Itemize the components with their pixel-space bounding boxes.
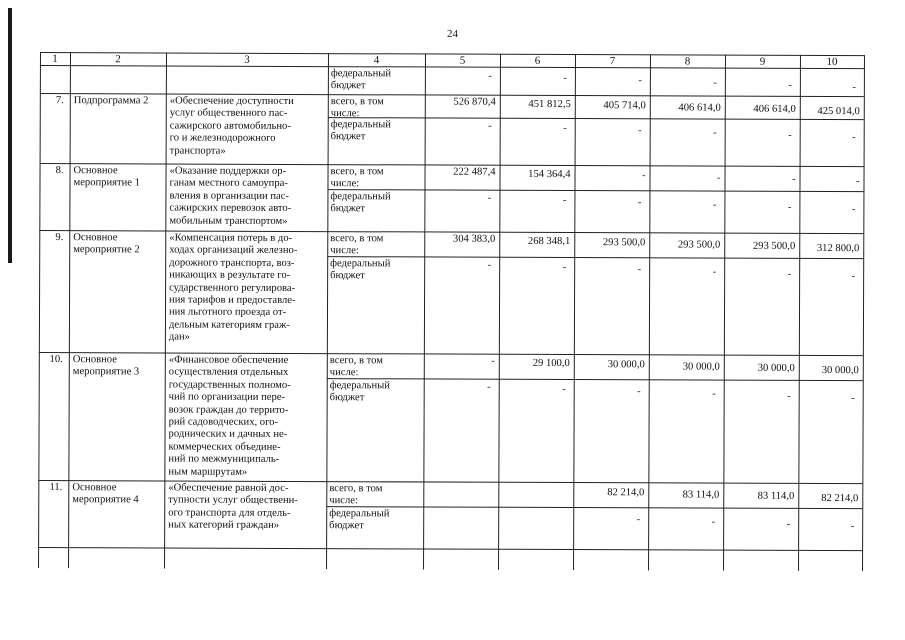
program-description: никающих в результате го-: [169, 269, 291, 282]
program-description: «Оказание поддержки ор-: [169, 165, 287, 177]
program-description: «Обеспечение равной дос-: [168, 482, 289, 494]
federal-value: -: [487, 381, 491, 393]
program-description: ганам местного самоупра-: [169, 177, 288, 190]
federal-value: -: [637, 197, 642, 209]
program-description: ний по межмуниципаль-: [168, 453, 280, 466]
page-number: 24: [447, 28, 458, 40]
budget-label: бюджет: [329, 392, 365, 404]
federal-value: -: [787, 390, 791, 402]
row-number: 10.: [49, 354, 63, 366]
column-header: 6: [534, 54, 541, 67]
value-cell: -: [488, 70, 492, 82]
total-label: всего, в том: [330, 96, 384, 108]
grid-col-line: [164, 52, 167, 568]
program-description: мобильным транспортом»: [169, 215, 288, 227]
total-value: 30 000,0: [682, 360, 720, 373]
total-value: 30 000,0: [757, 362, 795, 374]
total-value: 425 014,0: [817, 105, 860, 117]
total-value: 82 214,0: [607, 487, 645, 499]
budget-label: федеральный: [330, 258, 391, 270]
program-description: дорожного транспорта, воз-: [169, 257, 295, 269]
value-cell: -: [852, 82, 856, 94]
total-value: 406 614,0: [678, 101, 721, 114]
federal-value: -: [852, 132, 856, 144]
federal-value: -: [713, 127, 717, 139]
federal-value: -: [787, 268, 792, 280]
federal-value: -: [562, 195, 567, 207]
program-name: мероприятие 1: [73, 177, 140, 189]
budget-label: федеральный: [330, 119, 391, 131]
column-header: 1: [52, 53, 58, 66]
program-description: ных категорий граждан»: [168, 519, 280, 532]
program-description: ния тарифов и предоставле-: [169, 294, 296, 306]
total-value: -: [641, 170, 646, 182]
federal-value: -: [711, 516, 716, 528]
total-value: 293 500,0: [752, 240, 796, 252]
total-value: 312 800,0: [816, 242, 860, 254]
total-label: всего, в том: [329, 483, 383, 495]
federal-value: -: [636, 514, 641, 526]
budget-label: федеральный бюджет: [330, 68, 392, 92]
total-value: 82 214,0: [821, 492, 859, 504]
budget-label: бюджет: [330, 131, 366, 143]
federal-value: -: [562, 384, 566, 396]
total-value: -: [491, 355, 495, 367]
column-header: 5: [459, 54, 466, 67]
total-value: 30 000,0: [821, 364, 859, 376]
column-header: 3: [244, 53, 250, 66]
program-description: тупности услуг общественн-: [168, 494, 298, 507]
program-name: Подпрограмма 2: [73, 95, 149, 107]
grid-col-line: [862, 55, 865, 571]
total-label: числе:: [330, 178, 360, 190]
total-label: числе:: [329, 367, 359, 379]
total-value: 406 614,0: [753, 103, 796, 115]
column-header: 4: [373, 54, 380, 67]
budget-label: бюджет: [330, 203, 366, 215]
federal-value: -: [487, 192, 492, 204]
total-label: числе:: [329, 495, 358, 507]
program-description: ходах организаций железно-: [169, 244, 298, 257]
federal-value: -: [638, 125, 642, 137]
total-value: 405 714,0: [603, 100, 646, 112]
program-description: чий по организации пере-: [168, 391, 286, 404]
program-description: услуг общественного пас-: [169, 107, 288, 120]
value-cell: -: [638, 75, 642, 87]
total-value: 526 870,4: [453, 96, 496, 108]
value-cell: -: [788, 79, 792, 91]
grid-col-line: [68, 52, 71, 568]
total-label: всего, в том: [330, 166, 384, 178]
program-description: дан»: [168, 331, 190, 343]
budget-label: бюджет: [329, 520, 364, 532]
program-name: мероприятие 2: [73, 244, 140, 256]
program-description: транспорта»: [169, 145, 226, 157]
federal-value: -: [488, 120, 492, 132]
program-description: возок граждан до террито-: [168, 404, 289, 416]
grid-col-line: [498, 54, 501, 570]
program-description: ния льготного проезда от-: [168, 306, 287, 319]
federal-value: -: [562, 262, 567, 274]
program-description: роднических и дачных не-: [168, 428, 288, 441]
program-description: «Финансовое обеспечение: [168, 354, 289, 366]
total-value: 29 100,0: [532, 357, 570, 369]
value-cell: -: [713, 77, 717, 89]
total-value: 83 114,0: [757, 490, 795, 502]
program-description: осуществления отдельных: [168, 366, 289, 379]
column-header: 2: [115, 53, 121, 66]
federal-value: -: [487, 259, 492, 271]
program-description: рий садоводческих, ого-: [168, 416, 279, 428]
program-description: сажирских перевозок авто-: [169, 202, 292, 215]
program-description: государственных полномо-: [168, 379, 291, 391]
federal-value: -: [712, 388, 716, 400]
federal-value: -: [712, 266, 717, 278]
program-description: «Обеспечение доступности: [169, 95, 294, 107]
program-description: вления в организации пас-: [169, 190, 289, 202]
total-value: -: [716, 172, 721, 184]
row-number: 8.: [55, 165, 64, 177]
grid-row-line: [38, 547, 862, 551]
total-label: числе:: [330, 108, 360, 120]
federal-value: -: [637, 386, 641, 398]
program-description: коммерческих объедине-: [168, 441, 281, 453]
program-name: Основное: [72, 482, 117, 494]
total-value: -: [855, 175, 860, 187]
federal-value: -: [787, 201, 792, 213]
program-description: го и железнодорожного: [169, 132, 276, 145]
federal-value: -: [850, 521, 855, 533]
program-description: ого транспорта для отдель-: [168, 507, 291, 519]
program-description: дельным категориям граж-: [168, 319, 290, 331]
total-value: 293 500,0: [677, 238, 721, 251]
total-label: числе:: [330, 245, 359, 257]
program-description: сударственного регулирова-: [169, 282, 296, 294]
program-name: Основное: [73, 232, 118, 244]
total-value: -: [791, 173, 796, 185]
program-description: ным маршрутам»: [168, 466, 248, 478]
program-name: Основное: [72, 354, 117, 366]
row-number: 9.: [55, 232, 64, 244]
program-description: сажирского автомобильно-: [169, 120, 291, 132]
program-name: мероприятие 3: [72, 366, 140, 378]
federal-value: -: [788, 129, 792, 141]
total-value: 30 000,0: [607, 359, 645, 371]
federal-value: -: [786, 518, 791, 530]
row-number: 11.: [49, 482, 63, 494]
program-description: «Компенсация потерь в до-: [169, 232, 293, 244]
column-header: 7: [609, 55, 616, 68]
federal-value: -: [637, 264, 642, 276]
row-number: 7.: [55, 95, 64, 107]
total-value: 222 487,4: [453, 166, 496, 178]
scan-edge-mark: [8, 8, 12, 263]
program-name: мероприятие 4: [72, 494, 139, 506]
column-header: 8: [684, 55, 691, 68]
column-header: 10: [826, 56, 838, 69]
budget-label: федеральный: [330, 191, 391, 203]
federal-value: -: [851, 393, 855, 405]
federal-value: -: [563, 123, 567, 135]
budget-label: федеральный: [329, 380, 390, 392]
total-value: 268 348,1: [527, 235, 571, 247]
total-value: 83 114,0: [682, 488, 720, 501]
total-value: 293 500,0: [602, 237, 646, 249]
budget-label: федеральный: [329, 508, 390, 520]
program-name: Основное: [73, 165, 118, 177]
federal-value: -: [851, 271, 856, 283]
column-header: 9: [759, 55, 766, 68]
value-cell: -: [563, 73, 567, 85]
federal-value: -: [851, 204, 856, 216]
total-value: 154 364,4: [528, 168, 571, 180]
federal-value: -: [712, 199, 717, 211]
grid-col-line: [423, 53, 426, 569]
budget-label: бюджет: [330, 270, 365, 282]
total-label: всего, в том: [329, 355, 383, 367]
total-value: 451 812,5: [528, 98, 571, 110]
budget-table: [38, 52, 864, 571]
total-label: всего, в том: [330, 233, 384, 245]
total-value: 304 383,0: [452, 233, 496, 245]
